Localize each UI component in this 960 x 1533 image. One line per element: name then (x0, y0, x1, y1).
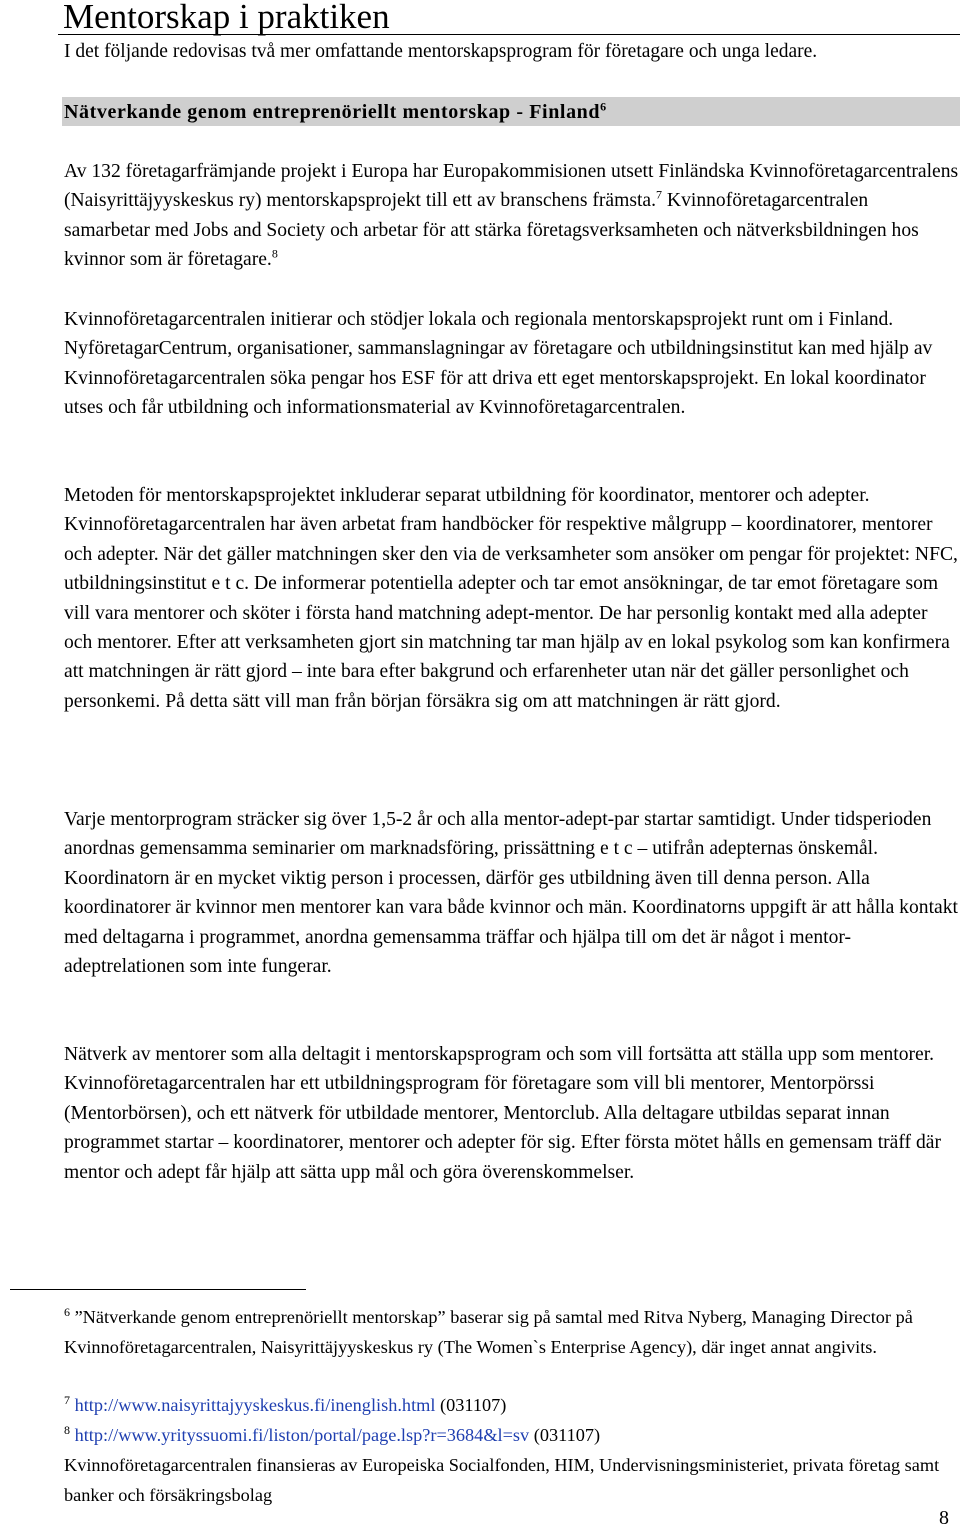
footnote-8-date: (031107) (529, 1425, 601, 1445)
footnote-8-number: 8 (64, 1422, 70, 1437)
section-heading-text: Nätverkande genom entreprenöriellt mentorskap - Finland (64, 101, 601, 123)
page-title: Mentorskap i praktiken (63, 0, 390, 36)
footnote-7 (64, 1391, 959, 1421)
paragraph-initiatives: Kvinnoföretagarcentralen initierar och stödjer lokala och regionala mentorskapsprojekt runt om i Finland. NyföretagarCentrum, organisationer, sammanslagningar av företagare och utbildningsinstitut kan med hjälp av Kvinnoföretagarcentralen söka pengar hos ESF för att driva ett eget mentorskapsprojekt. En lokal koordinator utses och får utbildning och informationsmaterial av Kvinnoföretagarcentralen. (64, 309, 933, 419)
funding-note: Kvinnoföretagarcentralen finansieras av Europeiska Socialfonden, HIM, Undervisningsministeriet, privata företag samt banker och försäkringsbolag (64, 1455, 940, 1505)
footnote-rule (10, 1289, 306, 1290)
footnote-6-text: ”Nätverkande genom entreprenöriellt mentorskap” baserar sig på samtal med Ritva Nyberg, Managing Director på Kvinnoföretagarcentralen, Naisyrittäjyyskeskus ry (The Women`s Enterprise Agency), där inget annat angivits. (64, 1307, 913, 1357)
footnote-ref-6[interactable]: 6 (600, 99, 607, 114)
paragraph-mentor-network: Nätverk av mentorer som alla deltagit i mentorskapsprogram och som vill fortsätta att ställa upp som mentorer. Kvinnoföretagarcentralen har ett utbildningsprogram för företagare som vill bli mentorer, Mentorpörssi (Mentorbörsen), och ett nätverk för utbildade mentorer, Mentorclub. Alla deltagare utbildas separat innan programmet startar – koordinatorer, mentorer och adepter för sig. Efter första mötet hålls en gemensam träff där mentor och adept får hjälp att sätta upp mål och göra överenskommelser. (64, 1044, 941, 1183)
footnote-8 (64, 1421, 959, 1451)
footnote-ref-8[interactable]: 8 (271, 246, 278, 261)
footnote-6 (64, 1303, 959, 1362)
paragraph-program-length: Varje mentorprogram sträcker sig över 1,5-2 år och alla mentor-adept-par startar samtidigt. Under tidsperioden anordnas gemensamma seminarier om marknadsföring, prissättning e t c – utifrån adepternas önskemål. Koordinatorn är en mycket viktig person i processen, därför ges utbildning även till denna person. Alla koordinatorer är kvinnor men mentorer kan vara både kvinnor och män. Koordinatorns uppgift är att hålla kontakt med deltagarna i programmet, anordna gemensamma träffar och hjälpa till om det är något i mentor-adeptrelationen som inte fungerar. (64, 809, 958, 978)
footnote-6-number: 6 (64, 1304, 70, 1319)
footnote-8-link[interactable]: http://www.yrityssuomi.fi/liston/portal/page.lsp?r=3684&l=sv (74, 1425, 530, 1445)
paragraph-intro (64, 157, 959, 275)
footnote-7-link[interactable]: http://www.naisyrittajyyskeskus.fi/inenglish.html (74, 1395, 436, 1415)
footnote-7-date: (031107) (435, 1395, 507, 1415)
title-rule (58, 34, 960, 35)
page-subtitle: I det följande redovisas två mer omfattande mentorskapsprogram för företagare och unga ledare. (64, 41, 818, 62)
page-number: 8 (939, 1507, 949, 1529)
paragraph-method: Metoden för mentorskapsprojektet inkluderar separat utbildning för koordinator, mentorer och adepter. Kvinnoföretagarcentralen har även arbetat fram handböcker för respektive målgrupp – koordinatorer, mentorer och adepter. När det gäller matchningen sker den via de verksamheter som ansöker om pengar för projektet: NFC, utbildningsinstitut e t c. De informerar potentiella adepter och tar emot ansökningar, de tar emot företagare som vill vara mentorer och sköter i första hand matchning adept-mentor. De har personlig kontakt med alla adepter och mentorer. Efter att verksamheten gjort sin matchning tar man hjälp av en lokal psykolog som kan konfirmera att matchningen är rätt gjord – inte bara efter bakgrund och erfarenheter utan när det gäller personlighet och personkemi. På detta sätt vill man från början försäkra sig om att matchningen är rätt gjord. (64, 485, 958, 712)
section-heading (64, 100, 607, 124)
paragraph-intro-part1: Av 132 företagarfrämjande projekt i Europa har Europakommisionen utsett Finländska Kvinnoföretagarcentralens (Naisyrittäjyyskeskus ry) mentorskapsprojekt till ett av branschens främsta. (64, 161, 959, 212)
footnote-ref-7[interactable]: 7 (656, 187, 663, 202)
footnote-7-number: 7 (64, 1392, 70, 1407)
paragraph-intro-part2: Kvinnoföretagarcentralen samarbetar med Jobs and Society och arbetar för att stärka företagsverksamheten och nätverksbildningen hos kvinnor som är företagare. (64, 190, 919, 271)
